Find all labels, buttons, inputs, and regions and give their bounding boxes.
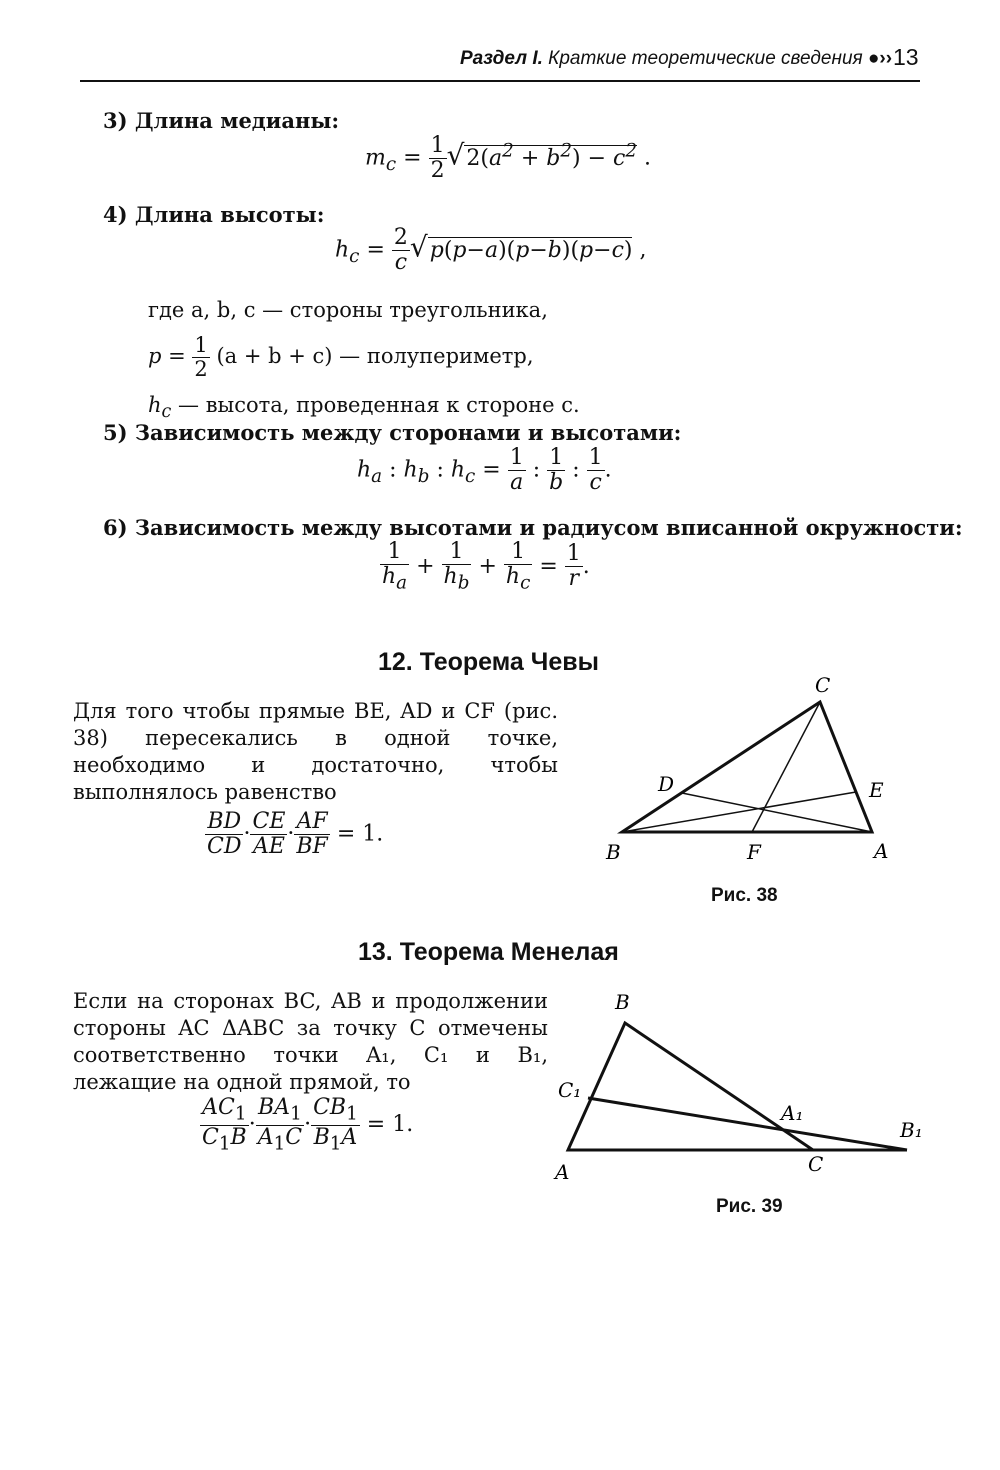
menelaus-triangle [568,1023,813,1150]
label-C1: C₁ [558,1078,582,1102]
label-B: B [615,990,630,1014]
hc-line-text: — высота, проведенная к стороне c. [178,393,580,417]
label-A1: A₁ [781,1101,804,1125]
header-rule [80,80,920,82]
median-formula: $m_c$ = $\frac{1}{2}$ $√2(a^2 + b^2) - c^2$ . [365,133,652,184]
altitude-heading: 4) Длина высоты: [103,202,325,227]
header-section: Раздел I. [460,48,543,69]
cevian-CF [752,702,820,832]
menelaus-formula-rhs: = 1. [366,1112,414,1138]
menelaus-title: 13. Теорема Менелая [358,938,619,966]
sides-altitudes-heading: 5) Зависимость между сторонами и высотами: [103,420,682,445]
label-B: B [606,840,621,864]
semiperimeter-suffix: (a + b + c) — полупериметр, [216,344,534,369]
figure-38 [590,670,910,880]
altitudes-radius-heading: 6) Зависимость между высотами и радиусом вписанной окружности: [103,515,963,540]
label-D: D [658,772,675,796]
label-E: E [869,778,884,802]
menelaus-formula: $\frac{AC_1}{C_1B}$ · $\frac{BA_1}{A_1C}$ · $\frac{CB_1}{B_1A}$ = 1. [202,1095,414,1154]
median-heading: 3) Длина медианы: [103,108,340,133]
label-A: A [555,1160,570,1184]
ceva-text: Для того чтобы прямые BE, AD и CF (рис. 38) пересекались в одной точке, необходимо и достаточно, чтобы выполнялось равенство [73,699,558,804]
header-marker: ●›› [867,48,893,69]
ceva-title: 12. Теорема Чевы [378,648,599,676]
ceva-triangle [622,702,872,832]
label-F: F [747,840,761,864]
label-A: A [874,839,889,863]
label-B1: B₁ [900,1118,923,1142]
semiperimeter-line: p = $\frac{1}{2}$ (a + b + c) — полупериметр, [148,333,534,382]
ceva-formula-rhs: = 1. [336,821,384,847]
ceva-caption: Рис. 38 [711,885,778,906]
label-C: C [815,673,831,697]
page-number: 13 [893,44,919,70]
figure-39 [545,985,935,1195]
cevian-AD [682,793,872,832]
cevian-BE [622,792,856,832]
altitude-formula: $h_c$ = $\frac{2}{c}$ √p(p−a)(p−b)(p−c) , [335,225,647,276]
hc-line: $h_c$ — высота, проведенная к стороне c. [148,393,580,423]
sides-altitudes-formula: $h_a$ : $h_b$ : $h_c$ = $\frac{1}{a}$ : $\frac{1}{b}$ : $\frac{1}{c}$ . [357,445,612,496]
altitude-where-line: где a, b, c — стороны треугольника, [148,298,548,322]
header-title: Краткие теоретические сведения [548,48,863,69]
menelaus-text: Если на сторонах BC, AB и продолжении стороны AC ΔABC за точку C отмечены соответственно точки A₁, C₁ и B₁, лежащие на одной прямой, то [73,989,548,1094]
label-C: C [808,1152,824,1176]
altitudes-radius-formula: $\frac{1}{h_a}$ + $\frac{1}{h_b}$ + $\frac{1}{h_c}$ = $\frac{1}{r}$ . [382,539,590,594]
ceva-formula: $\frac{BD}{CD}$ · $\frac{CE}{AE}$ · $\frac{AF}{BF}$ = 1. [207,809,384,860]
running-header [460,48,892,70]
menelaus-caption: Рис. 39 [716,1196,783,1217]
